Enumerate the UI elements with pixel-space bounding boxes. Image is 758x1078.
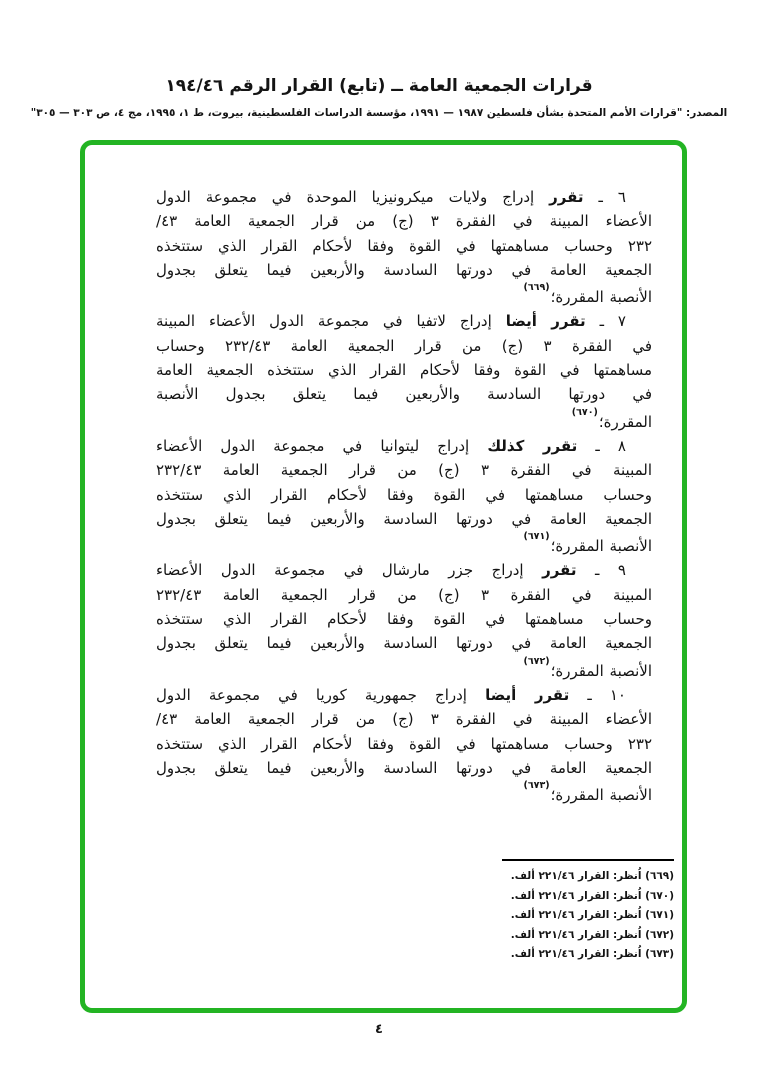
resolution-paragraph xyxy=(156,309,652,433)
paragraph-line xyxy=(156,780,652,807)
footnote-text: اُنظر: القرار ٢٢١/٤٦ ألف. xyxy=(510,889,642,902)
footnote-reference: (٦٧٢) xyxy=(523,655,550,667)
operative-verb: تقرر كذلك xyxy=(487,436,578,455)
paragraph-line xyxy=(156,558,652,582)
footnote-number: (٦٦٩) xyxy=(645,870,674,882)
line-text: إدراج لاتفيا في مجموعة الدول الأعضاء المبينة xyxy=(156,312,492,331)
paragraph-line xyxy=(156,507,652,531)
footnote-number: (٦٧٠) xyxy=(645,889,674,902)
footnote-item xyxy=(494,945,674,965)
footnote-item xyxy=(494,867,674,887)
paragraph-line xyxy=(156,309,652,333)
line-text: ٢٣٢ وحساب مساهمتها في القوة وفقا لأحكام القرار الذي ستتخذه xyxy=(156,734,652,753)
footnote-text: اُنظر: القرار ٢٢١/٤٦ ألف. xyxy=(510,909,642,921)
footnote-reference: (٦٦٩) xyxy=(523,282,550,294)
operative-verb: تقرر أيضا xyxy=(485,685,570,704)
line-text: الأنصبة المقررة؛ xyxy=(550,537,652,556)
footnote-separator xyxy=(502,859,674,861)
resolution-paragraph xyxy=(156,558,652,682)
footnote-reference: (٦٧٣) xyxy=(523,780,550,792)
paragraph-line xyxy=(156,407,652,434)
line-text: الأنصبة المقررة؛ xyxy=(550,288,652,307)
paragraph-line xyxy=(156,583,652,607)
line-text: الأنصبة المقررة؛ xyxy=(550,661,652,680)
paragraph-number-marker: ٦ ـ xyxy=(598,188,626,206)
resolution-paragraphs xyxy=(156,185,652,807)
paragraph-line xyxy=(156,656,652,683)
operative-verb: تقرر xyxy=(542,561,577,580)
resolution-paragraph xyxy=(156,434,652,558)
line-text: الأنصبة المقررة؛ xyxy=(550,786,652,805)
line-text: إدراج جمهورية كوريا في مجموعة الدول xyxy=(156,685,467,704)
resolution-paragraph xyxy=(156,185,652,309)
footnote-item xyxy=(494,887,674,907)
line-text: في دورتها السادسة والأربعين فيما يتعلق بجدول الأنصبة xyxy=(156,385,652,404)
resolution-paragraph xyxy=(156,683,652,807)
footnote-number: (٦٧١) xyxy=(645,909,674,921)
line-text: المبينة في الفقرة ٣ (ج) من قرار الجمعية العامة ٢٣٢/٤٣ xyxy=(156,585,653,604)
footnote-reference: (٦٧٠) xyxy=(571,406,598,418)
paragraph-line xyxy=(156,607,652,631)
footnote-item xyxy=(494,926,674,946)
paragraph-line xyxy=(156,434,652,458)
paragraph-line xyxy=(156,683,652,707)
line-text: إدراج ولايات ميكرونيزيا الموحدة في مجموعة الدول xyxy=(156,188,535,206)
page-title: قرارات الجمعية العامة ــ (تابع) القرار الرقم ١٩٤/٤٦ xyxy=(165,76,593,96)
paragraph-line xyxy=(156,732,652,756)
paragraph-line xyxy=(156,531,652,558)
footnote-number: (٦٧٣) xyxy=(645,948,674,960)
line-text: المبينة في الفقرة ٣ (ج) من قرار الجمعية العامة ٢٣٢/٤٣ xyxy=(156,461,653,480)
footnote-list xyxy=(494,867,674,965)
footnote-text: اُنظر: القرار ٢٢١/٤٦ ألف. xyxy=(510,870,642,882)
paragraph-line xyxy=(156,209,652,233)
page-number: ٤ xyxy=(375,1022,383,1037)
paragraph-number-marker: ٨ ـ xyxy=(595,436,626,455)
footnote-block xyxy=(494,859,674,965)
paragraph-number-marker: ١٠ ـ xyxy=(587,685,626,704)
paragraph-number-marker: ٧ ـ xyxy=(599,312,626,331)
paragraph-line xyxy=(156,631,652,655)
line-text: الجمعية العامة في دورتها السادسة والأربعين فيما يتعلق بجدول xyxy=(156,634,652,653)
paragraph-line xyxy=(156,382,652,406)
content-border-box xyxy=(80,140,687,1013)
paragraph-line xyxy=(156,707,652,731)
line-text: المقررة؛ xyxy=(598,412,652,431)
source-citation: المصدر: "قرارات الأمم المتحدة بشأن فلسطين ١٩٨٧ — ١٩٩١، مؤسسة الدراسات الفلسطينية، بيروت، ط ١، ١٩٩٥، مج ٤، ص ٣٠٣ — ٣٠٥" xyxy=(30,107,728,119)
line-text: وحساب مساهمتها في القوة وفقا لأحكام القرار الذي ستتخذه xyxy=(156,610,652,629)
line-text: الجمعية العامة في دورتها السادسة والأربعين فيما يتعلق بجدول xyxy=(156,260,652,279)
footnote-reference: (٦٧١) xyxy=(523,531,550,543)
paragraph-number-marker: ٩ ـ xyxy=(595,561,626,580)
footnote-text: اُنظر: القرار ٢٢١/٤٦ ألف. xyxy=(510,928,642,941)
paragraph-line xyxy=(156,258,652,282)
footnote-item xyxy=(494,906,674,926)
paragraph-line xyxy=(156,458,652,482)
paragraph-line xyxy=(156,334,652,358)
line-text: الجمعية العامة في دورتها السادسة والأربعين فيما يتعلق بجدول xyxy=(156,758,652,777)
paragraph-line xyxy=(156,234,652,258)
operative-verb: تقرر xyxy=(549,188,584,206)
line-text: مساهمتها في القوة وفقا لأحكام القرار الذي ستتخذه الجمعية العامة xyxy=(156,361,652,380)
line-text: إدراج جزر مارشال في مجموعة الدول الأعضاء xyxy=(156,561,524,580)
line-text: ٢٣٢ وحساب مساهمتها في القوة وفقا لأحكام القرار الذي ستتخذه xyxy=(156,236,652,255)
paragraph-line xyxy=(156,282,652,309)
line-text: الجمعية العامة في دورتها السادسة والأربعين فيما يتعلق بجدول xyxy=(156,509,652,528)
paragraph-line xyxy=(156,185,652,209)
paragraph-line xyxy=(156,358,652,382)
line-text: إدراج ليتوانيا في مجموعة الدول الأعضاء xyxy=(156,436,470,455)
footnote-number: (٦٧٢) xyxy=(645,928,674,941)
line-text: الأعضاء المبينة في الفقرة ٣ (ج) من قرار الجمعية العامة ٤٣/ xyxy=(156,710,652,729)
paragraph-line xyxy=(156,756,652,780)
paragraph-line xyxy=(156,483,652,507)
line-text: الأعضاء المبينة في الفقرة ٣ (ج) من قرار الجمعية العامة ٤٣/ xyxy=(156,212,652,231)
operative-verb: تقرر أيضا xyxy=(505,312,586,331)
footnote-text: اُنظر: القرار ٢٢١/٤٦ ألف. xyxy=(510,948,642,960)
line-text: وحساب مساهمتها في القوة وفقا لأحكام القرار الذي ستتخذه xyxy=(156,485,652,504)
line-text: في الفقرة ٣ (ج) من قرار الجمعية العامة ٢٣٢/٤٣ وحساب xyxy=(156,336,653,355)
